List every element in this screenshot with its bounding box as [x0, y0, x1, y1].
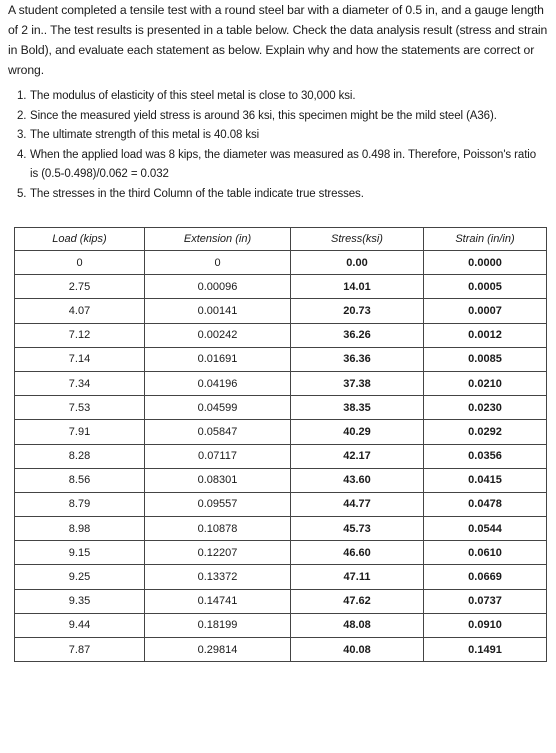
table-row: [15, 444, 547, 468]
table-header-row: [15, 228, 547, 251]
header-stress: Stress(ksi): [291, 228, 424, 251]
statement-3: [17, 126, 547, 146]
statement-list: [17, 87, 547, 204]
table-body: [15, 251, 547, 662]
cell-stress: 40.29: [291, 420, 424, 444]
cell-stress: 36.26: [291, 323, 424, 347]
cell-extension: 0.01691: [145, 347, 291, 371]
cell-load: 7.87: [15, 638, 145, 662]
cell-extension: 0: [145, 251, 291, 275]
cell-stress: 47.11: [291, 565, 424, 589]
cell-extension: 0.29814: [145, 638, 291, 662]
cell-strain: 0.0005: [424, 275, 547, 299]
cell-load: 7.14: [15, 347, 145, 371]
cell-strain: 0.0415: [424, 468, 547, 492]
cell-load: 7.53: [15, 396, 145, 420]
cell-stress: 42.17: [291, 444, 424, 468]
statement-text: The modulus of elasticity of this steel metal is close to 30,000 ksi.: [30, 90, 356, 102]
cell-load: 8.28: [15, 444, 145, 468]
cell-extension: 0.14741: [145, 589, 291, 613]
cell-strain: 0.0000: [424, 251, 547, 275]
cell-load: 9.44: [15, 613, 145, 637]
cell-extension: 0.13372: [145, 565, 291, 589]
cell-extension: 0.09557: [145, 492, 291, 516]
statement-1: [17, 87, 547, 107]
cell-stress: 46.60: [291, 541, 424, 565]
header-load: Load (kips): [15, 228, 145, 251]
cell-load: 8.56: [15, 468, 145, 492]
cell-strain: 0.0544: [424, 517, 547, 541]
cell-stress: 14.01: [291, 275, 424, 299]
cell-strain: 0.0478: [424, 492, 547, 516]
cell-stress: 20.73: [291, 299, 424, 323]
table-row: [15, 275, 547, 299]
statement-text: The stresses in the third Column of the table indicate true stresses.: [30, 187, 364, 200]
header-strain: Strain (in/in): [424, 228, 547, 251]
cell-strain: 0.0007: [424, 299, 547, 323]
cell-strain: 0.0910: [424, 613, 547, 637]
cell-stress: 36.36: [291, 347, 424, 371]
statement-text: Since the measured yield stress is around 36 ksi, this specimen might be the mild steel (A36).: [30, 109, 497, 122]
statement-number: 5.: [17, 187, 27, 200]
cell-load: 9.25: [15, 565, 145, 589]
statement-2: [17, 107, 547, 127]
cell-extension: 0.12207: [145, 541, 291, 565]
table-row: [15, 468, 547, 492]
cell-extension: 0.08301: [145, 468, 291, 492]
cell-stress: 44.77: [291, 492, 424, 516]
table-row: [15, 492, 547, 516]
cell-stress: 40.08: [291, 638, 424, 662]
cell-load: 7.34: [15, 371, 145, 395]
cell-extension: 0.05847: [145, 420, 291, 444]
cell-load: 7.91: [15, 420, 145, 444]
cell-stress: 37.38: [291, 371, 424, 395]
cell-strain: 0.1491: [424, 638, 547, 662]
cell-strain: 0.0292: [424, 420, 547, 444]
table-row: [15, 371, 547, 395]
cell-load: 4.07: [15, 299, 145, 323]
table-row: [15, 323, 547, 347]
cell-stress: 45.73: [291, 517, 424, 541]
table-row: [15, 613, 547, 637]
statement-number: 1.: [17, 90, 27, 102]
statement-5: [17, 185, 547, 205]
tensile-test-table: [14, 227, 547, 662]
cell-load: 0: [15, 251, 145, 275]
cell-extension: 0.00096: [145, 275, 291, 299]
table-row: [15, 589, 547, 613]
table-row: [15, 347, 547, 371]
cell-extension: 0.00141: [145, 299, 291, 323]
cell-strain: 0.0230: [424, 396, 547, 420]
table-row: [15, 420, 547, 444]
cell-load: 2.75: [15, 275, 145, 299]
cell-load: 9.15: [15, 541, 145, 565]
table-row: [15, 251, 547, 275]
cell-stress: 38.35: [291, 396, 424, 420]
statement-number: 4.: [17, 148, 27, 161]
cell-strain: 0.0610: [424, 541, 547, 565]
cell-stress: 43.60: [291, 468, 424, 492]
cell-strain: 0.0210: [424, 371, 547, 395]
cell-load: 9.35: [15, 589, 145, 613]
cell-stress: 48.08: [291, 613, 424, 637]
cell-load: 8.98: [15, 517, 145, 541]
header-extension: Extension (in): [145, 228, 291, 251]
cell-strain: 0.0085: [424, 347, 547, 371]
statement-number: 3.: [17, 129, 27, 141]
cell-stress: 0.00: [291, 251, 424, 275]
cell-extension: 0.07117: [145, 444, 291, 468]
cell-extension: 0.10878: [145, 517, 291, 541]
cell-load: 8.79: [15, 492, 145, 516]
cell-extension: 0.00242: [145, 323, 291, 347]
cell-load: 7.12: [15, 323, 145, 347]
cell-strain: 0.0669: [424, 565, 547, 589]
table-row: [15, 299, 547, 323]
statement-4: [17, 146, 547, 185]
cell-extension: 0.04196: [145, 371, 291, 395]
table-row: [15, 396, 547, 420]
problem-intro: A student completed a tensile test with a round steel bar with a diameter of 0.5 in, and a gauge length of 2 in.. The test results is presented in a table below. Check the data analysis result (stress and strain in Bold), and evaluate each statement as below. Explain why and how the statements are correct or wrong.: [8, 3, 548, 77]
statement-text: When the applied load was 8 kips, the diameter was measured as 0.498 in. Therefore, Poisson's ratio is (0.5-0.498)/0.062 = 0.032: [30, 148, 537, 180]
table-row: [15, 638, 547, 662]
table-row: [15, 541, 547, 565]
cell-stress: 47.62: [291, 589, 424, 613]
table-row: [15, 565, 547, 589]
table-row: [15, 517, 547, 541]
cell-extension: 0.18199: [145, 613, 291, 637]
statement-text: The ultimate strength of this metal is 40.08 ksi: [30, 129, 260, 141]
cell-strain: 0.0737: [424, 589, 547, 613]
cell-strain: 0.0012: [424, 323, 547, 347]
statement-number: 2.: [17, 109, 27, 122]
cell-extension: 0.04599: [145, 396, 291, 420]
cell-strain: 0.0356: [424, 444, 547, 468]
